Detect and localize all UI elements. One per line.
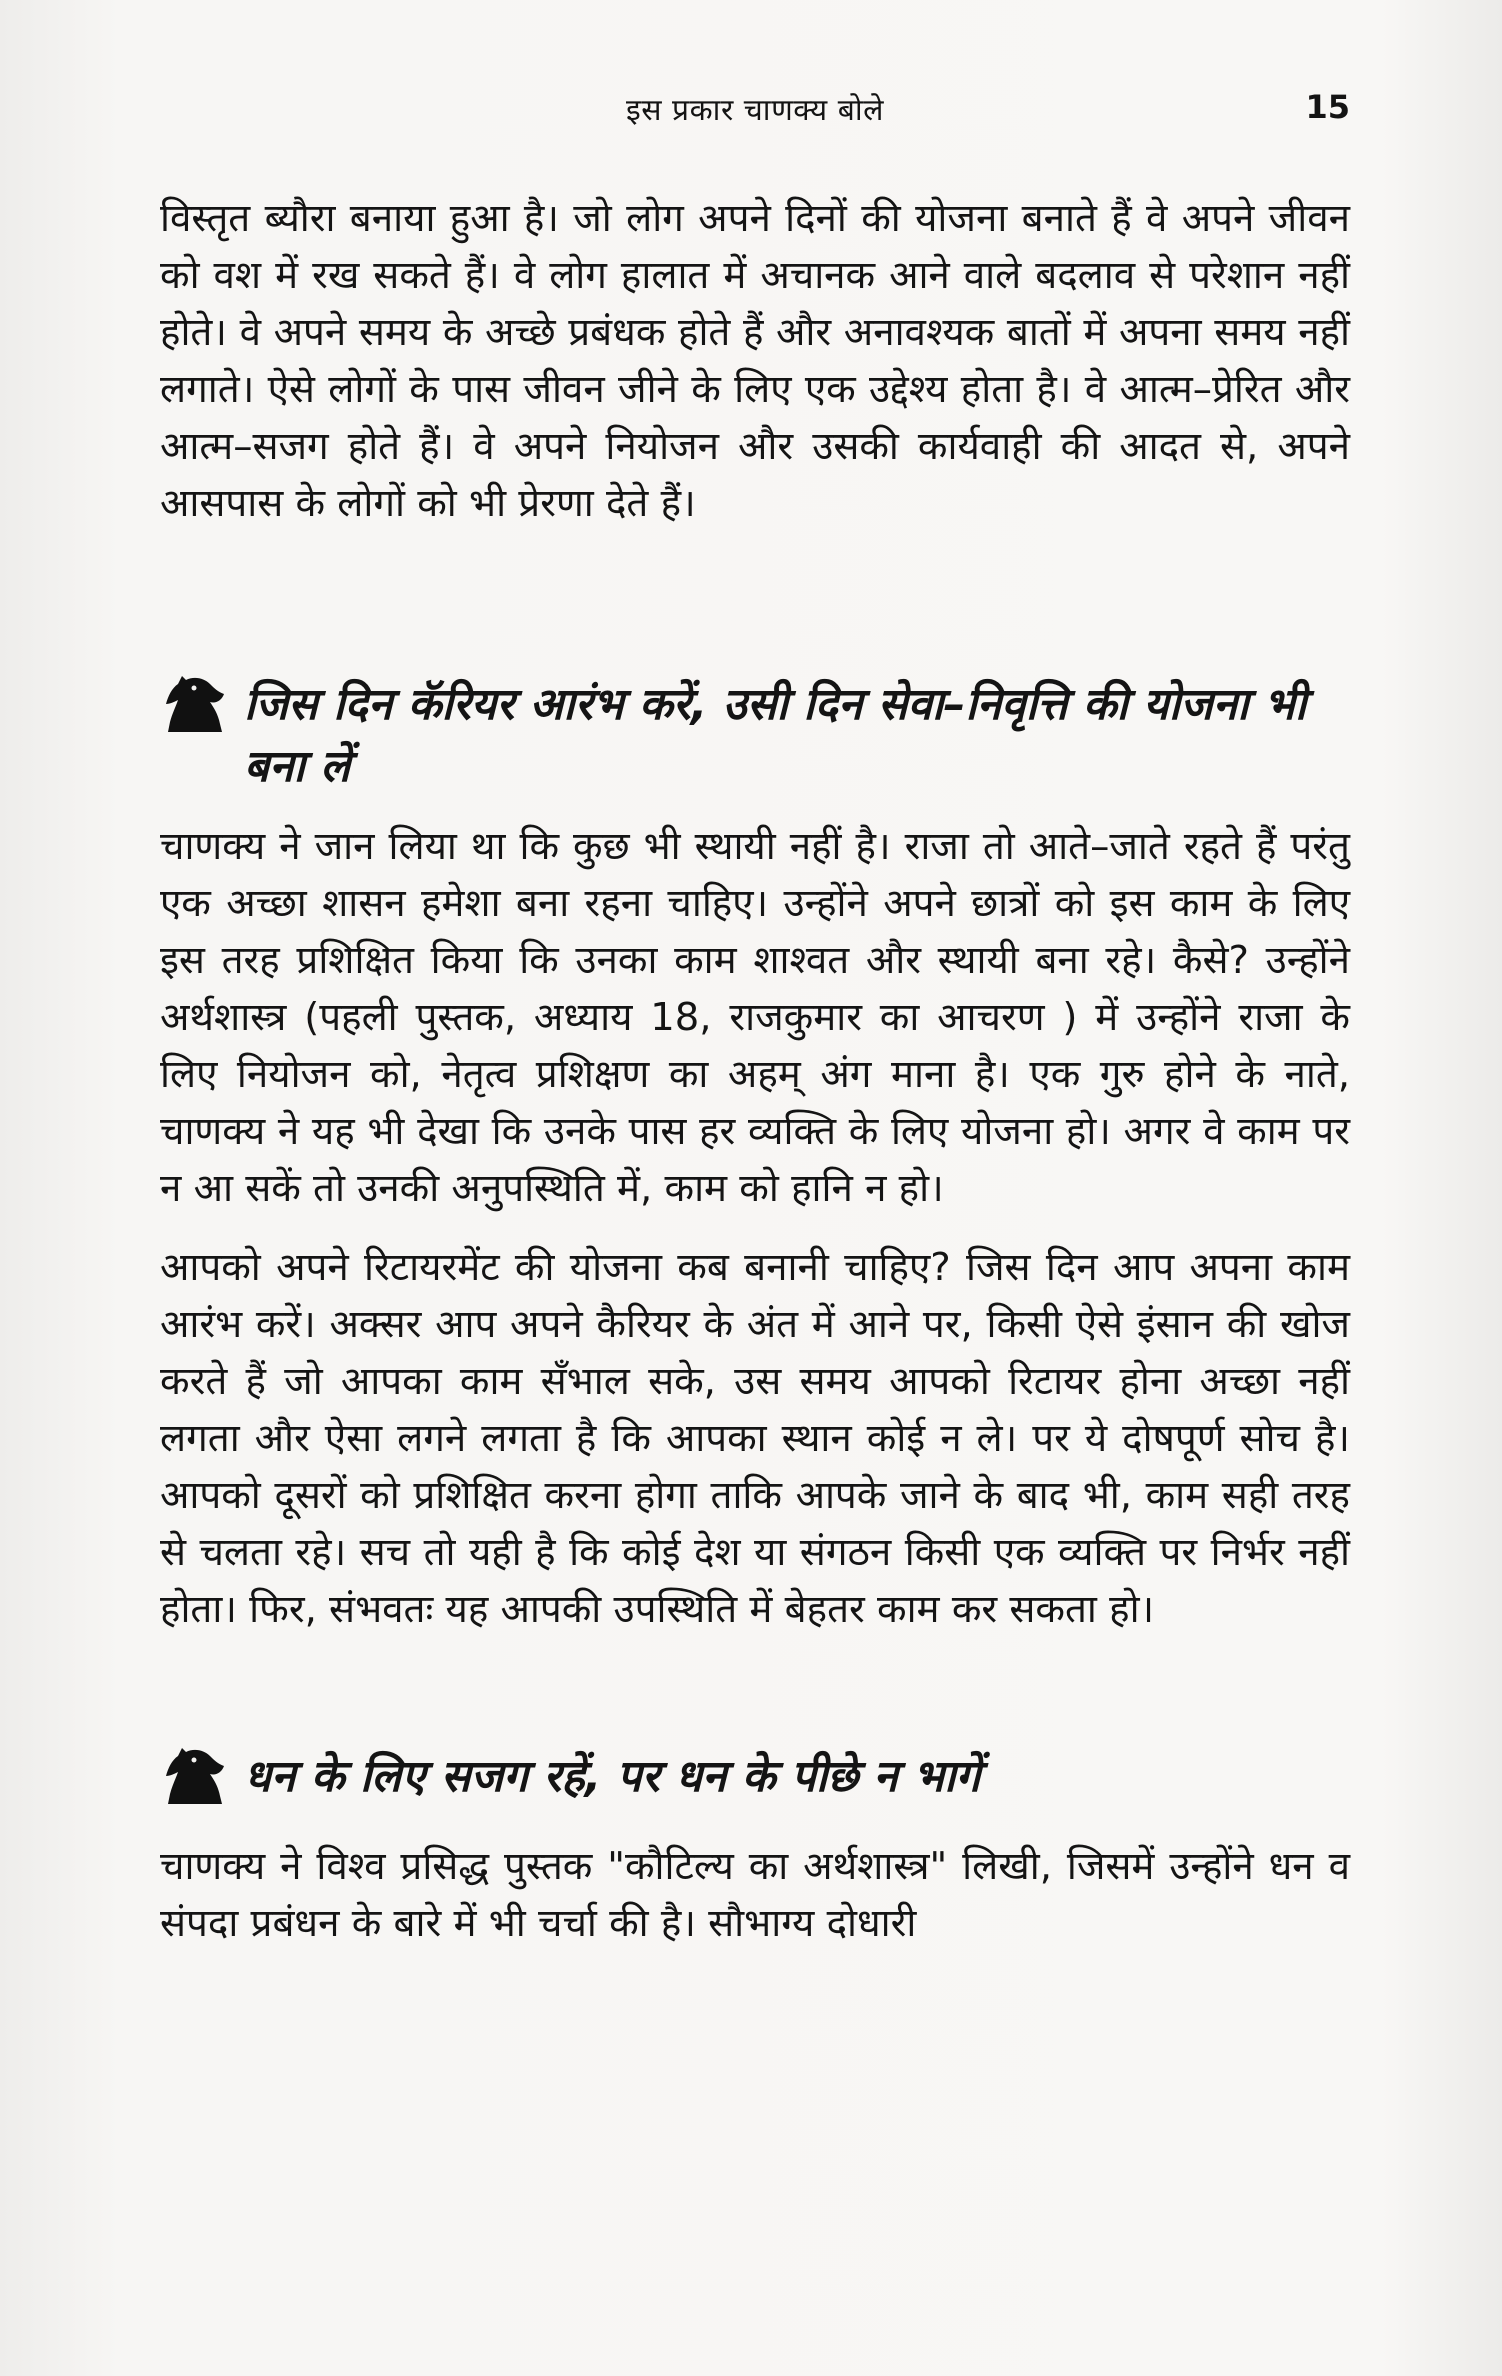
section-heading-wealth <box>160 1746 1350 1808</box>
running-title: इस प्रकार चाणक्य बोले <box>626 93 884 128</box>
section-heading-text: जिस दिन कॅरियर आरंभ करें, उसी दिन सेवा–निवृत्ति की योजना भी बना लें <box>244 679 1307 792</box>
page-content <box>160 190 1350 1952</box>
chess-knight-icon <box>160 674 230 736</box>
paragraph-retirement: आपको अपने रिटायरमेंट की योजना कब बनानी चाहिए? जिस दिन आप अपना काम आरंभ करें। अक्सर आप अपने कैरियर के अंत में आने पर, किसी ऐसे इंसान की खोज करते हैं जो आपका काम सँभाल सके, उस समय आपको रिटायर होना अच्छा नहीं लगता और ऐसा लगने लगता है कि आपका स्थान कोई न ले। पर ये दोषपूर्ण सोच है। आपको दूसरों को प्रशिक्षित करना होगा ताकि आपके जाने के बाद भी, काम सही तरह से चलता रहे। सच तो यही है कि कोई देश या संगठन किसी एक व्यक्ति पर निर्भर नहीं होता। फिर, संभवतः यह आपकी उपस्थिति में बेहतर काम कर सकता हो। <box>160 1245 1350 1632</box>
section-heading-text: धन के लिए सजग रहें, पर धन के पीछे न भागें <box>244 1751 981 1802</box>
section-heading-retirement-planning <box>160 674 1350 798</box>
page-number: 15 <box>1305 88 1350 126</box>
paragraph-arthashastra-wealth: चाणक्य ने विश्व प्रसिद्ध पुस्तक "कौटिल्य का अर्थशास्त्र" लिखी, जिसमें उन्होंने धन व संपदा प्रबंधन के बारे में भी चर्चा की है। सौभाग्य दोधारी <box>160 1844 1350 1946</box>
chess-knight-icon <box>160 1746 230 1808</box>
running-header <box>160 88 1350 138</box>
paragraph-chanakya-training: चाणक्य ने जान लिया था कि कुछ भी स्थायी नहीं है। राजा तो आते–जाते रहते हैं परंतु एक अच्छा शासन हमेशा बना रहना चाहिए। उन्होंने अपने छात्रों को इस काम के लिए इस तरह प्रशिक्षित किया कि उनका काम शाश्वत और स्थायी बना रहे। कैसे? उन्होंने अर्थशास्त्र (पहली पुस्तक, अध्याय 18, राजकुमार का आचरण ) में उन्होंने राजा के लिए नियोजन को, नेतृत्व प्रशिक्षण का अहम् अंग माना है। एक गुरु होने के नाते, चाणक्य ने यह भी देखा कि उनके पास हर व्यक्ति के लिए योजना हो। अगर वे काम पर न आ सकें तो उनकी अनुपस्थिति में, काम को हानि न हो। <box>160 824 1350 1211</box>
paragraph-intro: विस्तृत ब्यौरा बनाया हुआ है। जो लोग अपने दिनों की योजना बनाते हैं वे अपने जीवन को वश में रख सकते हैं। वे लोग हालात में अचानक आने वाले बदलाव से परेशान नहीं होते। वे अपने समय के अच्छे प्रबंधक होते हैं और अनावश्यक बातों में अपना समय नहीं लगाते। ऐसे लोगों के पास जीवन जीने के लिए एक उद्देश्य होता है। वे आत्म–प्रेरित और आत्म–सजग होते हैं। वे अपने नियोजन और उसकी कार्यवाही की आदत से, अपने आसपास के लोगों को भी प्रेरणा देते हैं। <box>160 196 1350 526</box>
